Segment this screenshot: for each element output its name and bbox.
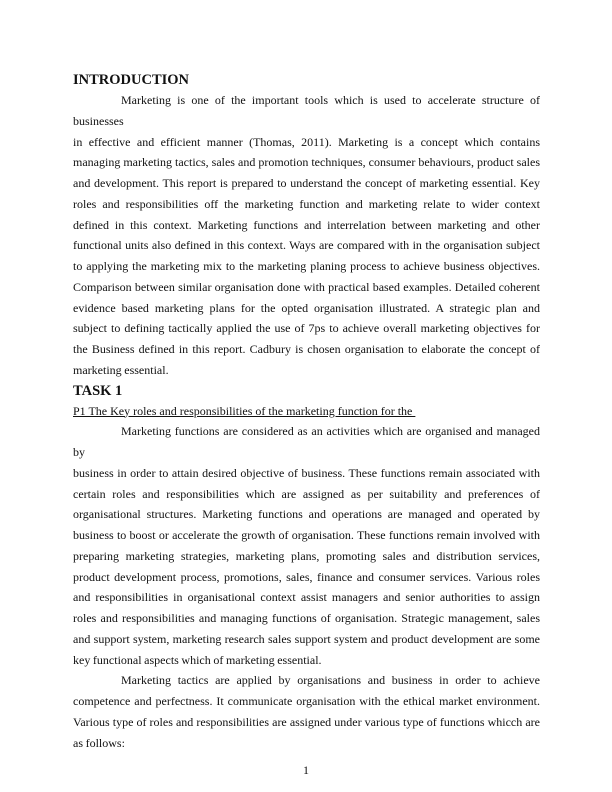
intro-heading: INTRODUCTION — [73, 72, 190, 88]
text-line: organisational structures. Marketing functions and operations are managed and operated by — [73, 507, 540, 522]
text-line: Various type of roles and responsibilities are assigned under various type of functions whicch are — [73, 714, 540, 729]
text-line: and responsibilities in organisational context assist managers and senior authorities to assign — [73, 590, 540, 605]
text-line: certain roles and responsibilities which are assigned as per suitability and preferences of — [73, 486, 540, 501]
text-line: business in order to attain desired objective of business. These functions remain associated with — [73, 465, 540, 480]
text-line: evidence based marketing plans for the opted organisation illustrated. A strategic plan and — [73, 300, 540, 315]
text-line: product development process, promotions, sales, finance and consumer services. Various roles — [73, 569, 540, 584]
text-line: competence and perfectness. It communicate organisation with the ethical market environment. — [73, 694, 540, 708]
text-line: marketing essential. — [73, 362, 169, 377]
text-line: key functional aspects which of marketing essential. — [73, 652, 322, 667]
text-line: managing marketing tactics, sales and promotion techniques, consumer behaviours, product sales — [73, 155, 540, 170]
text-line: business to boost or accelerate the growth of organisation. These functions remain involved with — [73, 528, 540, 542]
document-page — [73, 70, 540, 753]
text-line: in effective and efficient manner (Thomas, 2011). Marketing is a concept which contains — [73, 134, 540, 149]
intro-paragraph — [73, 90, 540, 381]
text-line: Marketing tactics are applied by organisations and business in order to achieve — [121, 673, 540, 688]
task1-paragraph-2 — [73, 670, 540, 753]
text-line: and development. This report is prepared to understand the concept of marketing essential. Key — [73, 176, 540, 190]
text-line: subject to defining tactically applied the use of 7ps to achieve overall marketing objectives for — [73, 321, 540, 336]
text-line: to applying the marketing mix to the marketing planing process to achieve business objectives. — [73, 259, 540, 273]
text-line: the Business defined in this report. Cadbury is chosen organisation to elaborate the concept of — [73, 342, 540, 356]
task1-paragraph-1 — [73, 421, 540, 670]
text-line: Comparison between similar organisation done with practical based examples. Detailed coherent — [73, 279, 540, 294]
text-line: as follows: — [73, 735, 125, 750]
text-line: Marketing functions are considered as an activities which are organised and managed by — [73, 424, 540, 459]
text-line: preparing marketing strategies, marketing plans, promoting sales and distribution services, — [73, 548, 540, 563]
text-line: roles and responsibilities off the marketing function and marketing relate to wider context — [73, 196, 540, 211]
page-number: 1 — [303, 763, 309, 777]
text-line: functional units also defined in this context. Ways are compared with in the organisation subject — [73, 238, 540, 253]
text-line: and support system, marketing research sales support system and product development are some — [73, 631, 540, 646]
text-line: Marketing is one of the important tools which is used to accelerate structure of businesses — [73, 93, 540, 128]
task1-subheading: P1 The Key roles and responsibilities of the marketing function for the — [73, 403, 416, 418]
text-line: defined in this context. Marketing functions and interrelation between marketing and other — [73, 217, 540, 232]
text-line: roles and responsibilities and managing functions of organisation. Strategic management, sales — [73, 611, 540, 625]
task1-heading: TASK 1 — [73, 382, 123, 399]
